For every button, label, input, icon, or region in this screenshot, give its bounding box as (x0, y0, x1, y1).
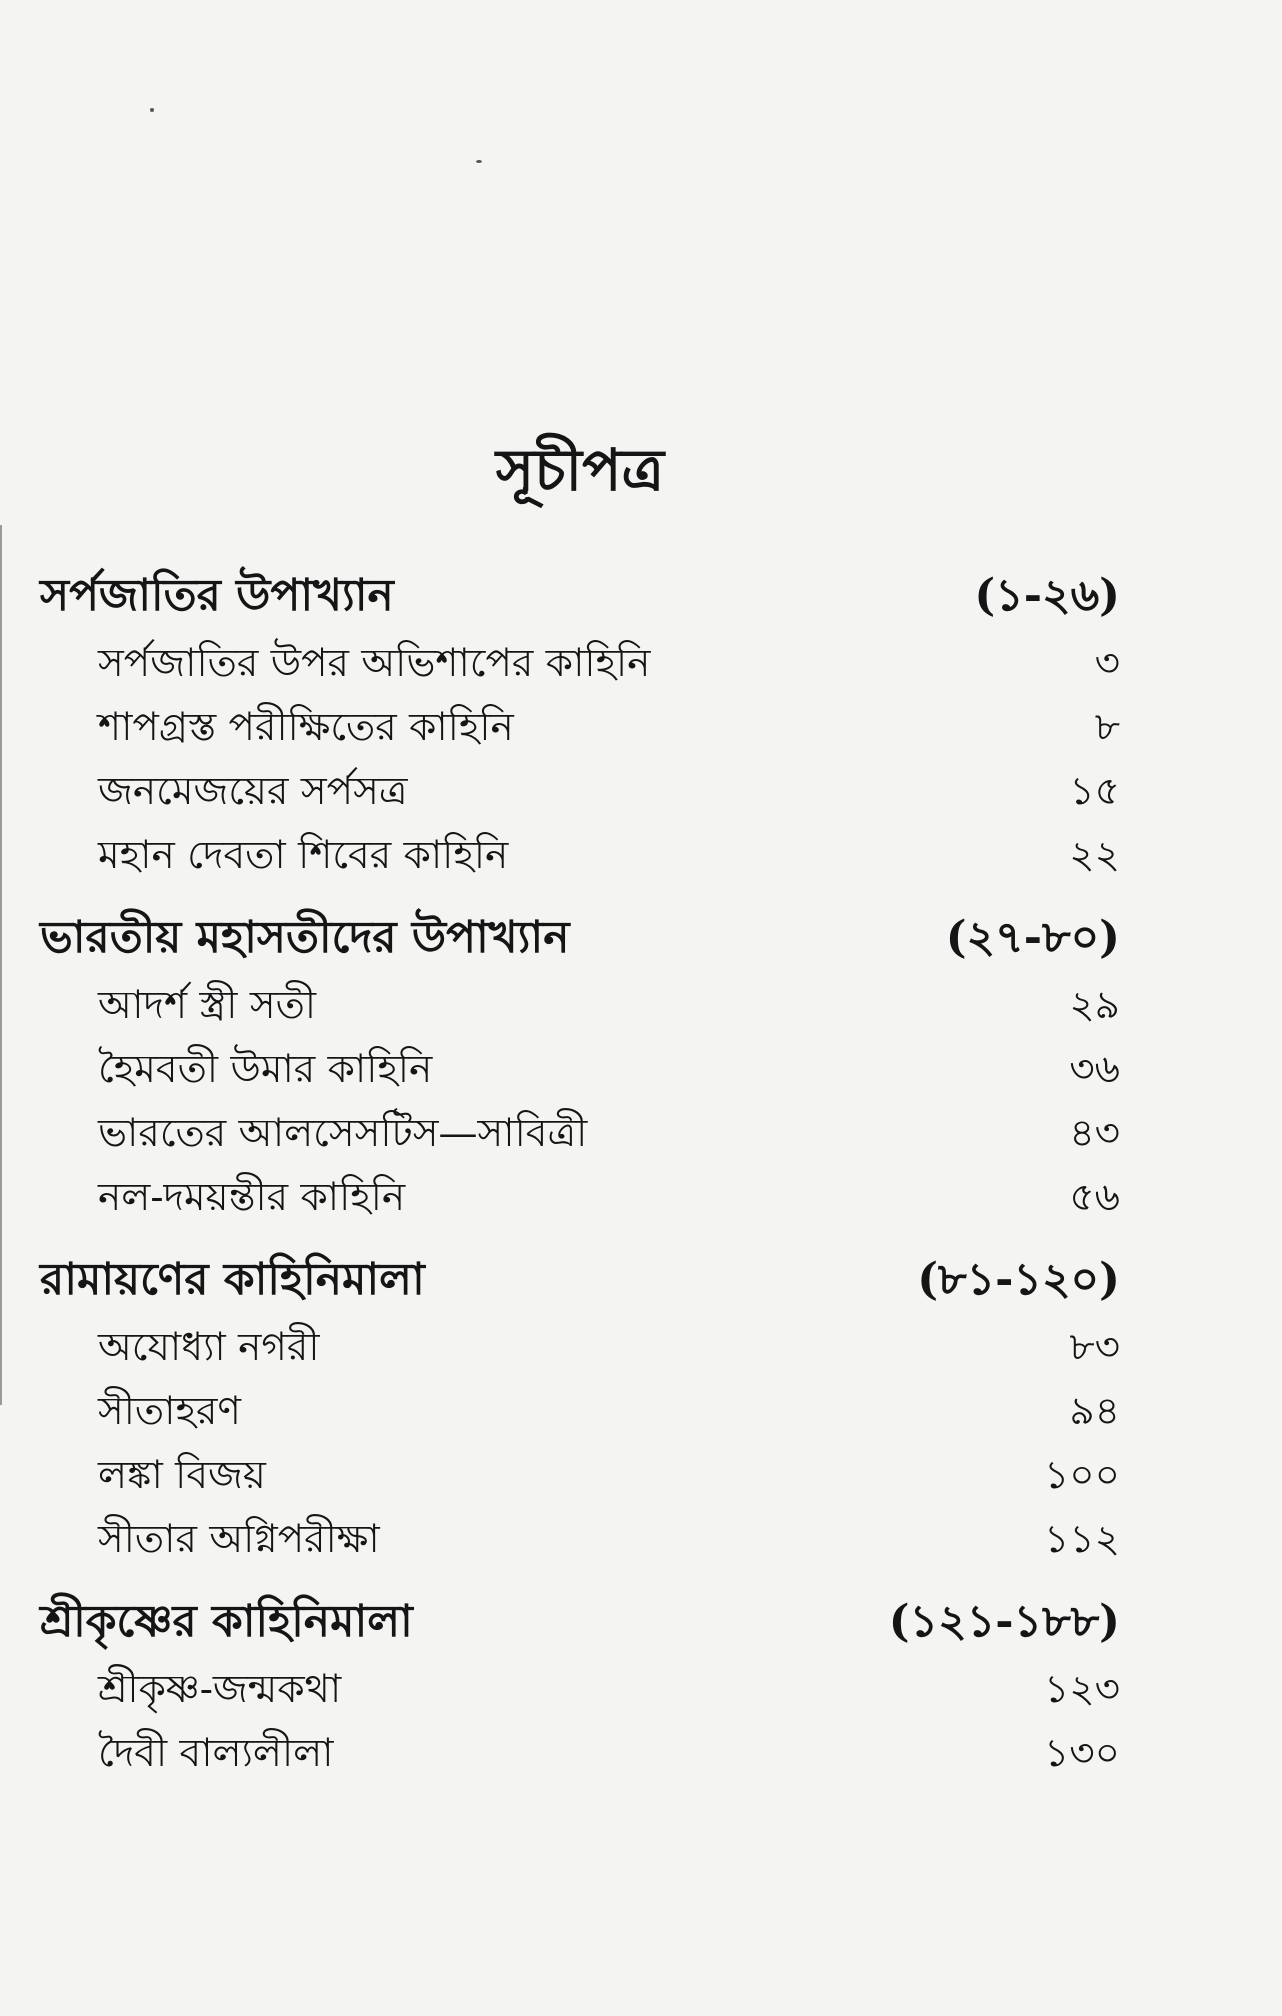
entry-page-number: ৪৩ (1069, 1111, 1120, 1156)
entry-page-number: ১৩০ (1043, 1731, 1120, 1776)
entry-page-number: ৫৬ (1069, 1175, 1120, 1220)
section-heading-row[interactable] (40, 560, 1120, 632)
entry-page-number: ২২ (1069, 833, 1120, 878)
section-heading: ভারতীয় মহাসতীদের উপাখ্যান (40, 912, 570, 963)
section-page-range: (৮১-১২০) (917, 1254, 1120, 1305)
toc-entry[interactable] (40, 974, 1120, 1038)
toc-entry[interactable] (40, 760, 1120, 824)
entry-title: অযোধ্যা নগরী (98, 1325, 320, 1370)
table-of-contents (40, 560, 1120, 1800)
toc-entry[interactable] (40, 824, 1120, 888)
entry-title: সীতাহরণ (98, 1389, 242, 1434)
entry-page-number: ১২৩ (1043, 1667, 1120, 1712)
section-page-range: (২৭-৮০) (945, 912, 1120, 963)
toc-entry[interactable] (40, 632, 1120, 696)
ink-speck (150, 108, 154, 112)
entry-page-number: ১১২ (1044, 1517, 1120, 1562)
entry-page-number: ২৯ (1069, 983, 1120, 1028)
section-heading: শ্রীকৃষ্ণের কাহিনিমালা (40, 1596, 413, 1647)
section-heading-row[interactable] (40, 1586, 1120, 1658)
toc-entry[interactable] (40, 1166, 1120, 1230)
entry-page-number: ৩৬ (1069, 1047, 1120, 1092)
entry-title: মহান দেবতা শিবের কাহিনি (98, 833, 509, 878)
section-heading: সর্পজাতির উপাখ্যান (40, 570, 394, 621)
toc-section (40, 1244, 1120, 1572)
section-heading: রামায়ণের কাহিনিমালা (40, 1254, 425, 1305)
section-page-range: (১-২৬) (974, 570, 1120, 621)
toc-entry[interactable] (40, 1444, 1120, 1508)
entry-page-number: ৩ (1094, 641, 1120, 686)
entry-title: নল-দময়ন্তীর কাহিনি (98, 1175, 406, 1220)
entry-title: লঙ্কা বিজয় (98, 1453, 266, 1498)
toc-section (40, 902, 1120, 1230)
entry-page-number: ৮ (1094, 705, 1120, 750)
toc-entry[interactable] (40, 1722, 1120, 1786)
ink-speck (476, 160, 482, 163)
toc-entry[interactable] (40, 1038, 1120, 1102)
entry-page-number: ৯৪ (1069, 1389, 1120, 1434)
toc-entry[interactable] (40, 1316, 1120, 1380)
section-heading-row[interactable] (40, 902, 1120, 974)
toc-section (40, 560, 1120, 888)
section-page-range: (১২১-১৮৮) (888, 1596, 1120, 1647)
entry-title: শাপগ্রস্ত পরীক্ষিতের কাহিনি (98, 705, 514, 750)
entry-title: সর্পজাতির উপর অভিশাপের কাহিনি (98, 641, 651, 686)
entry-title: সীতার অগ্নিপরীক্ষা (98, 1517, 380, 1562)
entry-title: ভারতের আলসেসটিস—সাবিত্রী (98, 1111, 588, 1156)
toc-entry[interactable] (40, 1380, 1120, 1444)
entry-title: শ্রীকৃষ্ণ-জন্মকথা (98, 1667, 342, 1712)
entry-page-number: ১৫ (1069, 769, 1120, 814)
toc-entry[interactable] (40, 1102, 1120, 1166)
page-edge-shadow (0, 525, 2, 1405)
toc-section (40, 1586, 1120, 1786)
entry-page-number: ৮৩ (1069, 1325, 1120, 1370)
entry-title: হৈমবতী উমার কাহিনি (98, 1047, 433, 1092)
entry-title: আদর্শ স্ত্রী সতী (98, 983, 317, 1028)
entry-title: দৈবী বাল্যলীলা (98, 1731, 334, 1776)
entry-title: জনমেজয়ের সর্পসত্র (98, 769, 408, 814)
toc-entry[interactable] (40, 696, 1120, 760)
toc-entry[interactable] (40, 1658, 1120, 1722)
toc-entry[interactable] (40, 1508, 1120, 1572)
section-heading-row[interactable] (40, 1244, 1120, 1316)
entry-page-number: ১০০ (1043, 1453, 1120, 1498)
page-title: সূচীপত্র (495, 436, 665, 504)
